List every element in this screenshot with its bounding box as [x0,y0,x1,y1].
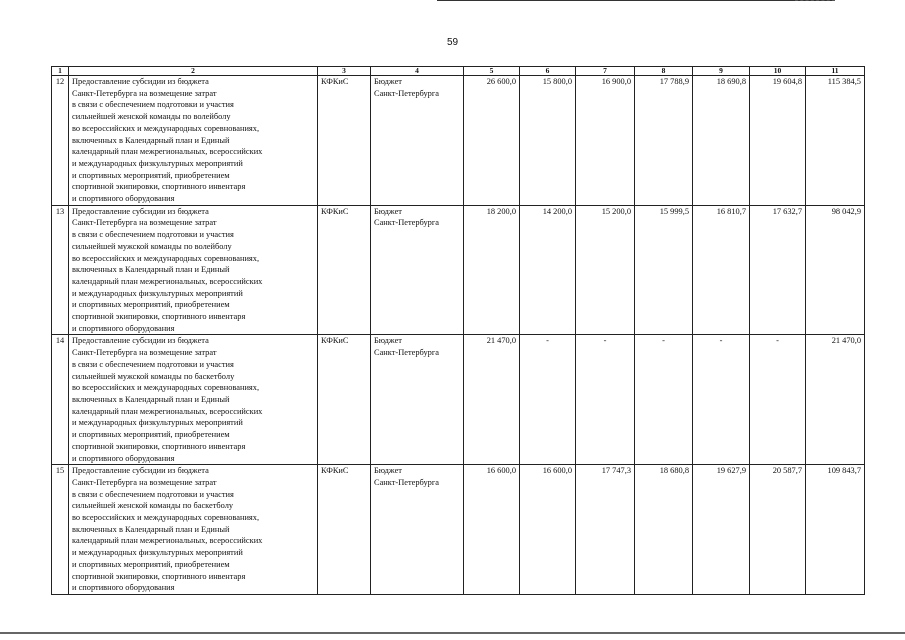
funding-source-cell [371,465,464,595]
amount-cell: - [576,335,635,465]
top-scan-marks [795,0,835,3]
description-line: Предоставление субсидии из бюджета [72,466,209,476]
description-line: спортивной экипировки, спортивного инвентаря [72,312,246,322]
total-cell: 115 384,5 [806,76,865,206]
amount-cell: 14 200,0 [520,205,576,335]
description-line: во всероссийских и международных соревнованиях, [72,253,260,263]
description-line: календарный план межрегиональных, всероссийских [72,406,263,416]
description-line: спортивной экипировки, спортивного инвентаря [72,182,246,192]
source-line: Санкт-Петербурга [374,477,439,487]
description-line: и международных физкультурных мероприятий [72,288,243,298]
description-line: сильнейшей женской команды по баскетболу [72,501,234,511]
measure-description [69,76,318,206]
amount-cell: 16 900,0 [576,76,635,206]
source-line: Бюджет [374,77,402,86]
amount-cell: 18 200,0 [464,205,520,335]
amount-cell: 17 747,3 [576,465,635,595]
column-header: 10 [750,67,806,76]
amount-cell: 17 632,7 [750,205,806,335]
column-header: 8 [635,67,693,76]
source-line: Бюджет [374,466,402,476]
amount-cell: 19 627,9 [693,465,750,595]
source-line: Санкт-Петербурга [374,348,439,358]
amount-cell: 19 604,8 [750,76,806,206]
description-line: и спортивного оборудования [72,583,175,593]
funding-source-cell [371,205,464,335]
bottom-scan-edge [0,632,905,634]
budget-table [51,66,865,595]
amount-cell: - [750,335,806,465]
description-line: и международных физкультурных мероприятий [72,548,243,558]
description-line: включенных в Календарный план и Единый [72,524,230,534]
source-line: Санкт-Петербурга [374,88,439,98]
row-number: 14 [52,335,69,465]
description-line: спортивной экипировки, спортивного инвентаря [72,441,246,451]
amount-cell: 26 600,0 [464,76,520,206]
measure-description [69,205,318,335]
description-line: и спортивных мероприятий, приобретением [72,559,230,569]
description-line: в связи с обеспечением подготовки и участия [72,230,234,240]
total-cell: 21 470,0 [806,335,865,465]
column-number-row [52,67,865,76]
row-number: 13 [52,205,69,335]
executor-cell: КФКиС [318,76,371,206]
description-line: спортивной экипировки, спортивного инвентаря [72,571,246,581]
amount-cell: 15 999,5 [635,205,693,335]
amount-cell: 18 690,8 [693,76,750,206]
description-line: в связи с обеспечением подготовки и участия [72,489,234,499]
description-line: Санкт-Петербурга на возмещение затрат [72,218,217,228]
description-line: включенных в Календарный план и Единый [72,135,230,145]
column-header: 6 [520,67,576,76]
description-line: во всероссийских и международных соревнованиях, [72,383,260,393]
description-line: Предоставление субсидии из бюджета [72,77,209,86]
description-line: и спортивных мероприятий, приобретением [72,430,230,440]
amount-cell: 16 810,7 [693,205,750,335]
column-header: 2 [69,67,318,76]
description-line: сильнейшей мужской команды по волейболу [72,241,232,251]
description-line: и спортивного оборудования [72,194,175,204]
column-header: 4 [371,67,464,76]
amount-cell: - [635,335,693,465]
table-row [52,76,865,206]
executor-cell: КФКиС [318,205,371,335]
measure-description [69,335,318,465]
column-header: 3 [318,67,371,76]
description-line: Санкт-Петербурга на возмещение затрат [72,88,217,98]
amount-cell: 16 600,0 [464,465,520,595]
funding-source-cell [371,335,464,465]
amount-cell: - [693,335,750,465]
row-number: 15 [52,465,69,595]
description-line: календарный план межрегиональных, всероссийских [72,276,263,286]
description-line: сильнейшей женской команды по волейболу [72,112,231,122]
description-line: включенных в Календарный план и Единый [72,394,230,404]
description-line: Предоставление субсидии из бюджета [72,336,209,346]
page-number: 59 [446,37,459,48]
total-cell: 98 042,9 [806,205,865,335]
description-line: и спортивных мероприятий, приобретением [72,170,230,180]
row-number: 12 [52,76,69,206]
column-header: 1 [52,67,69,76]
description-line: включенных в Календарный план и Единый [72,265,230,275]
column-header: 11 [806,67,865,76]
description-line: Предоставление субсидии из бюджета [72,206,209,216]
table-row [52,335,865,465]
description-line: сильнейшей мужской команды по баскетболу [72,371,235,381]
source-line: Бюджет [374,336,402,346]
amount-cell: 20 587,7 [750,465,806,595]
column-header: 9 [693,67,750,76]
description-line: и международных физкультурных мероприятий [72,418,243,428]
description-line: во всероссийских и международных соревнованиях, [72,123,260,133]
amount-cell: 16 600,0 [520,465,576,595]
total-cell: 109 843,7 [806,465,865,595]
source-line: Бюджет [374,206,402,216]
description-line: во всероссийских и международных соревнованиях, [72,513,260,523]
executor-cell: КФКиС [318,335,371,465]
description-line: и спортивного оборудования [72,323,175,333]
table-row [52,465,865,595]
description-line: и спортивных мероприятий, приобретением [72,300,230,310]
amount-cell: 21 470,0 [464,335,520,465]
description-line: и международных физкультурных мероприятий [72,158,243,168]
description-line: в связи с обеспечением подготовки и участия [72,359,234,369]
description-line: и спортивного оборудования [72,453,175,463]
description-line: календарный план межрегиональных, всероссийских [72,147,263,157]
description-line: Санкт-Петербурга на возмещение затрат [72,477,217,487]
executor-cell: КФКиС [318,465,371,595]
column-header: 5 [464,67,520,76]
amount-cell: 15 800,0 [520,76,576,206]
funding-source-cell [371,76,464,206]
column-header: 7 [576,67,635,76]
amount-cell: 17 788,9 [635,76,693,206]
amount-cell: 15 200,0 [576,205,635,335]
source-line: Санкт-Петербурга [374,218,439,228]
description-line: Санкт-Петербурга на возмещение затрат [72,348,217,358]
table-row [52,205,865,335]
amount-cell: - [520,335,576,465]
amount-cell: 18 680,8 [635,465,693,595]
top-scan-rule [437,0,832,1]
description-line: календарный план межрегиональных, всероссийских [72,536,263,546]
measure-description [69,465,318,595]
description-line: в связи с обеспечением подготовки и участия [72,100,234,110]
